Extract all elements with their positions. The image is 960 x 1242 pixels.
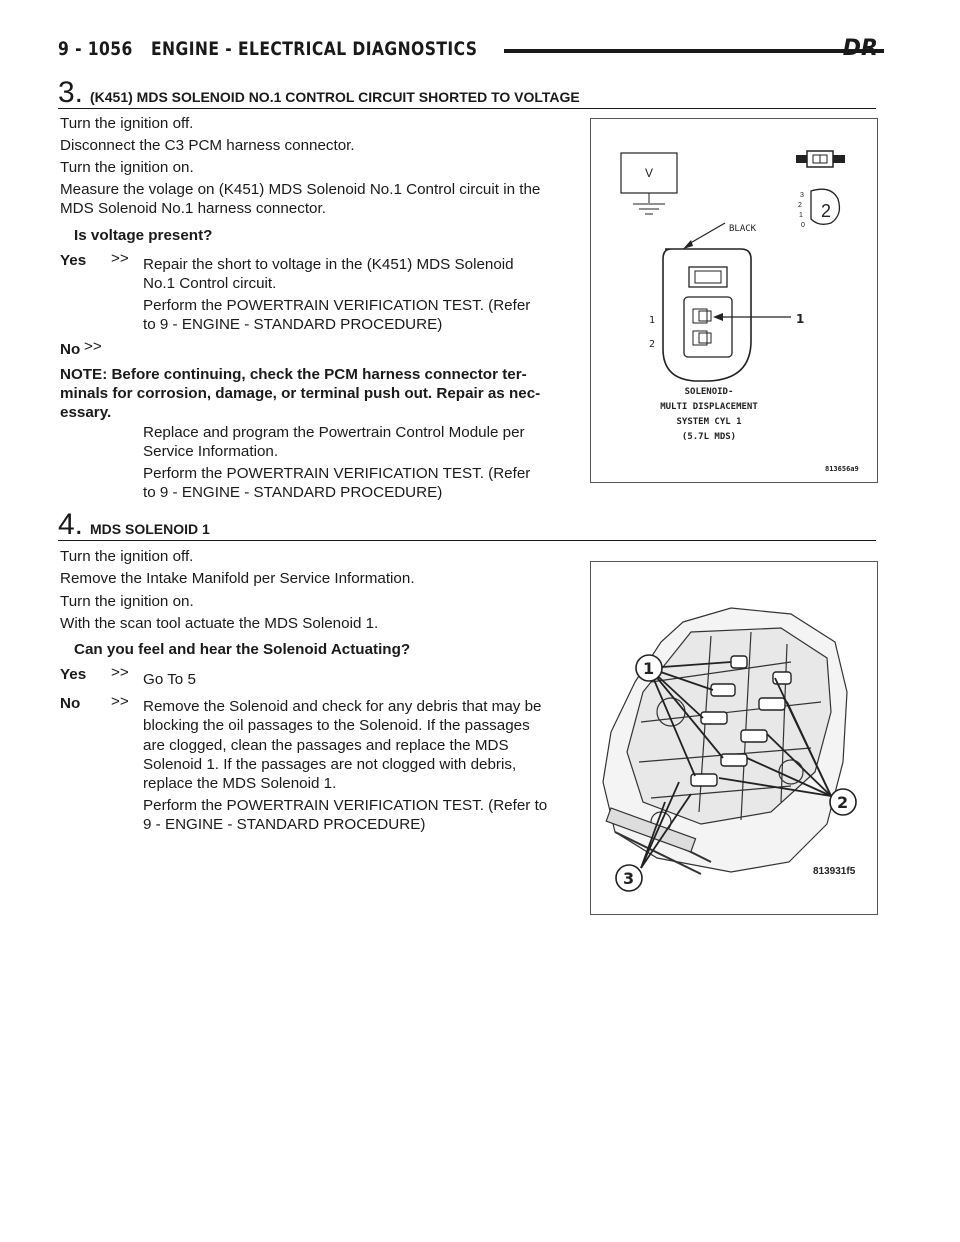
svg-text:1: 1 (799, 212, 803, 219)
note-line: essary. (60, 404, 112, 421)
note-line: NOTE: Before continuing, check the PCM harness connector ter- (60, 366, 527, 383)
answer-line: Remove the Solenoid and check for any debris that may be (143, 698, 542, 715)
figure-id: 813656a9 (825, 465, 859, 473)
callout-2: 2 (837, 793, 849, 812)
note-line: minals for corrosion, damage, or terminal push out. Repair as nec- (60, 385, 541, 402)
engine-figure (590, 561, 878, 915)
pin-1-label: 1 (649, 315, 656, 326)
answer-line: to 9 - ENGINE - STANDARD PROCEDURE) (143, 316, 443, 333)
answer-line: No.1 Control circuit. (143, 275, 277, 292)
instruction-line: MDS Solenoid No.1 harness connector. (60, 200, 326, 217)
svg-text:0: 0 (801, 222, 805, 229)
step-title: MDS SOLENOID 1 (90, 521, 210, 537)
instruction-line: Turn the ignition off. (60, 115, 194, 132)
answer-line: 9 - ENGINE - STANDARD PROCEDURE) (143, 816, 426, 833)
no-label: No (60, 341, 81, 358)
model-code: DR (842, 36, 878, 61)
question: Can you feel and hear the Solenoid Actuating? (74, 641, 411, 658)
svg-text:SYSTEM CYL 1: SYSTEM CYL 1 (676, 417, 742, 427)
yes-label: Yes (60, 252, 87, 269)
engine-block-illustration (591, 562, 877, 914)
page-number: 9 - 1056 (58, 38, 133, 60)
question: Is voltage present? (74, 227, 213, 244)
selector-dial-icon (798, 189, 839, 229)
instruction-line: Turn the ignition on. (60, 593, 194, 610)
svg-text:MULTI DISPLACEMENT: MULTI DISPLACEMENT (660, 402, 758, 412)
pin-2-label: 2 (649, 339, 656, 350)
instruction-line: Disconnect the C3 PCM harness connector. (60, 137, 355, 154)
answer-arrow: >> (111, 664, 129, 681)
svg-text:(5.7L MDS): (5.7L MDS) (681, 432, 737, 442)
connector-figure (590, 118, 878, 483)
instruction-line: Turn the ignition off. (60, 548, 194, 565)
answer-line: Perform the POWERTRAIN VERIFICATION TEST. (Refer (143, 297, 531, 314)
multimeter-icon (621, 153, 677, 214)
page-header (58, 36, 878, 66)
callout-3: 3 (623, 869, 635, 888)
step-4-heading (58, 508, 876, 541)
callout-1: 1 (643, 659, 655, 678)
instruction-line: Turn the ignition on. (60, 159, 194, 176)
figure-id: 813931f5 (813, 866, 856, 877)
probe-plug-icon (796, 151, 845, 167)
no-label: No (60, 695, 81, 712)
instruction-line: With the scan tool actuate the MDS Solenoid 1. (60, 615, 379, 632)
callout-1: 1 (796, 312, 805, 326)
solenoid-connector (663, 249, 751, 381)
answer-line: Solenoid 1. If the passages are not clogged with debris, (143, 756, 517, 773)
svg-text:2: 2 (798, 202, 802, 209)
answer-line: Repair the short to voltage in the (K451) MDS Solenoid (143, 256, 514, 273)
answer-line: are clogged, clean the passages and replace the MDS (143, 737, 509, 754)
instruction-line: Measure the volage on (K451) MDS Solenoid No.1 Control circuit in the (60, 181, 541, 198)
section-title: ENGINE - ELECTRICAL DIAGNOSTICS (151, 38, 478, 60)
figure-caption (660, 387, 758, 442)
answer-arrow: >> (111, 693, 129, 710)
answer-line: Replace and program the Powertrain Control Module per (143, 424, 525, 441)
answer-line: Go To 5 (143, 671, 196, 688)
answer-arrow: >> (84, 338, 102, 355)
answer-line: Service Information. (143, 443, 279, 460)
step-number: 3. (58, 76, 84, 109)
answer-line: replace the MDS Solenoid 1. (143, 775, 337, 792)
connector-diagram (591, 119, 877, 482)
wire-color-label: BLACK (729, 224, 757, 234)
answer-line: blocking the oil passages to the Solenoid. If the passages (143, 717, 530, 734)
step-number: 4. (58, 508, 84, 541)
svg-text:3: 3 (800, 192, 804, 199)
meter-letter: V (645, 166, 654, 180)
dial-setting: 2 (821, 201, 832, 221)
header-rule (504, 49, 884, 53)
svg-text:SOLENOID-: SOLENOID- (684, 387, 734, 397)
engine-block (603, 608, 847, 874)
yes-label: Yes (60, 666, 87, 683)
answer-line: Perform the POWERTRAIN VERIFICATION TEST. (Refer (143, 465, 531, 482)
instruction-line: Remove the Intake Manifold per Service Information. (60, 570, 415, 587)
step-title: (K451) MDS SOLENOID NO.1 CONTROL CIRCUIT SHORTED TO VOLTAGE (90, 89, 580, 105)
answer-line: to 9 - ENGINE - STANDARD PROCEDURE) (143, 484, 443, 501)
step-3-heading (58, 76, 876, 109)
answer-arrow: >> (111, 250, 129, 267)
answer-line: Perform the POWERTRAIN VERIFICATION TEST. (Refer to (143, 797, 548, 814)
